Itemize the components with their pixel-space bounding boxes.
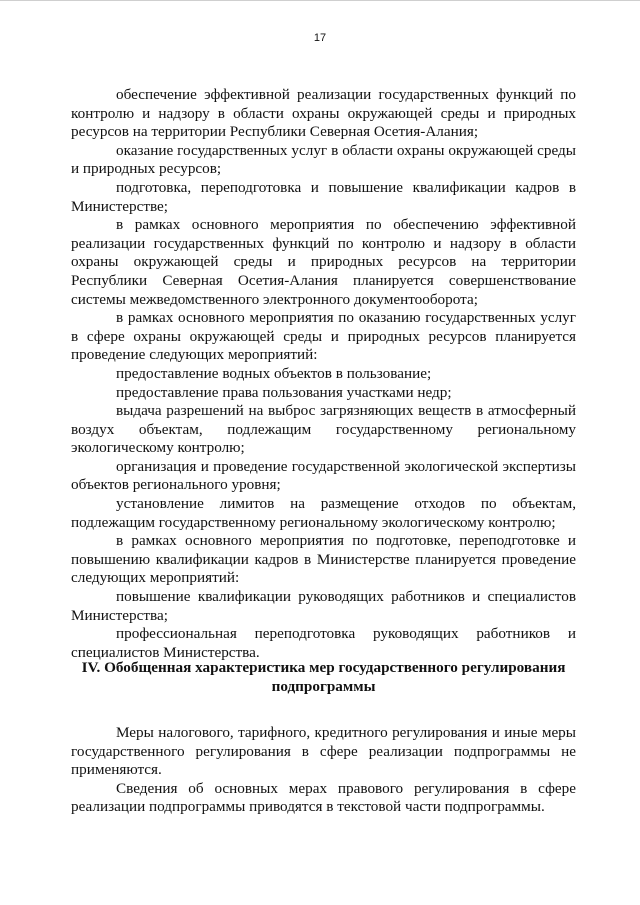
- paragraph: предоставление права пользования участками недр;: [116, 383, 452, 401]
- paragraph: организация и проведение государственной экологической экспертизы объектов регионального уровня;: [71, 457, 576, 494]
- page-number: 17: [313, 32, 327, 44]
- section-paragraph: Сведения об основных мерах правового регулирования в сфере реализации подпрограммы приводятся в текстовой части подпрограммы.: [71, 779, 576, 816]
- paragraph: предоставление водных объектов в пользование;: [116, 364, 432, 382]
- section-text: [71, 724, 576, 817]
- section-paragraph: Меры налогового, тарифного, кредитного регулирования и иные меры государственного регулирования в сфере реализации подпрограммы не применяются.: [71, 724, 576, 779]
- scan-edge: [0, 0, 640, 1]
- paragraph: выдача разрешений на выброс загрязняющих веществ в атмосферный воздух объектам, подлежащим государственному региональному экологическому контролю;: [71, 402, 576, 457]
- section-heading: IV. Обобщенная характеристика мер государственного регулирования подпрограммы: [81, 659, 566, 695]
- paragraph: в рамках основного мероприятия по оказанию государственных услуг в сфере охраны окружающей среды и природных ресурсов планируется проведение следующих мероприятий:: [71, 309, 576, 364]
- paragraph: профессиональная переподготовка руководящих работников и специалистов Министерства.: [71, 625, 576, 661]
- paragraph: в рамках основного мероприятия по подготовке, переподготовке и повышению квалификации кадров в Министерстве планируется проведение следующих мероприятий:: [71, 532, 576, 587]
- paragraph: оказание государственных услуг в области охраны окружающей среды и природных ресурсов;: [71, 141, 576, 178]
- body-text: [71, 86, 576, 662]
- paragraph: повышение квалификации руководящих работников и специалистов Министерства;: [71, 588, 576, 624]
- paragraph: обеспечение эффективной реализации государственных функций по контролю и надзору в области охраны окружающей среды и природных ресурсов на территории Республики Северная Осетия-Алания;: [71, 86, 576, 141]
- paragraph: в рамках основного мероприятия по обеспечению эффективной реализации государственных функций по контролю и надзору в области охраны окружающей среды и природных ресурсов на территории Республики Северная Осетия-Алания планируется совершенствование системы межведомственного электронного документооборота;: [71, 216, 576, 308]
- paragraph: подготовка, переподготовка и повышение квалификации кадров в Министерстве;: [71, 178, 576, 215]
- paragraph: установление лимитов на размещение отходов по объектам, подлежащим государственному региональному экологическому контролю;: [71, 495, 576, 531]
